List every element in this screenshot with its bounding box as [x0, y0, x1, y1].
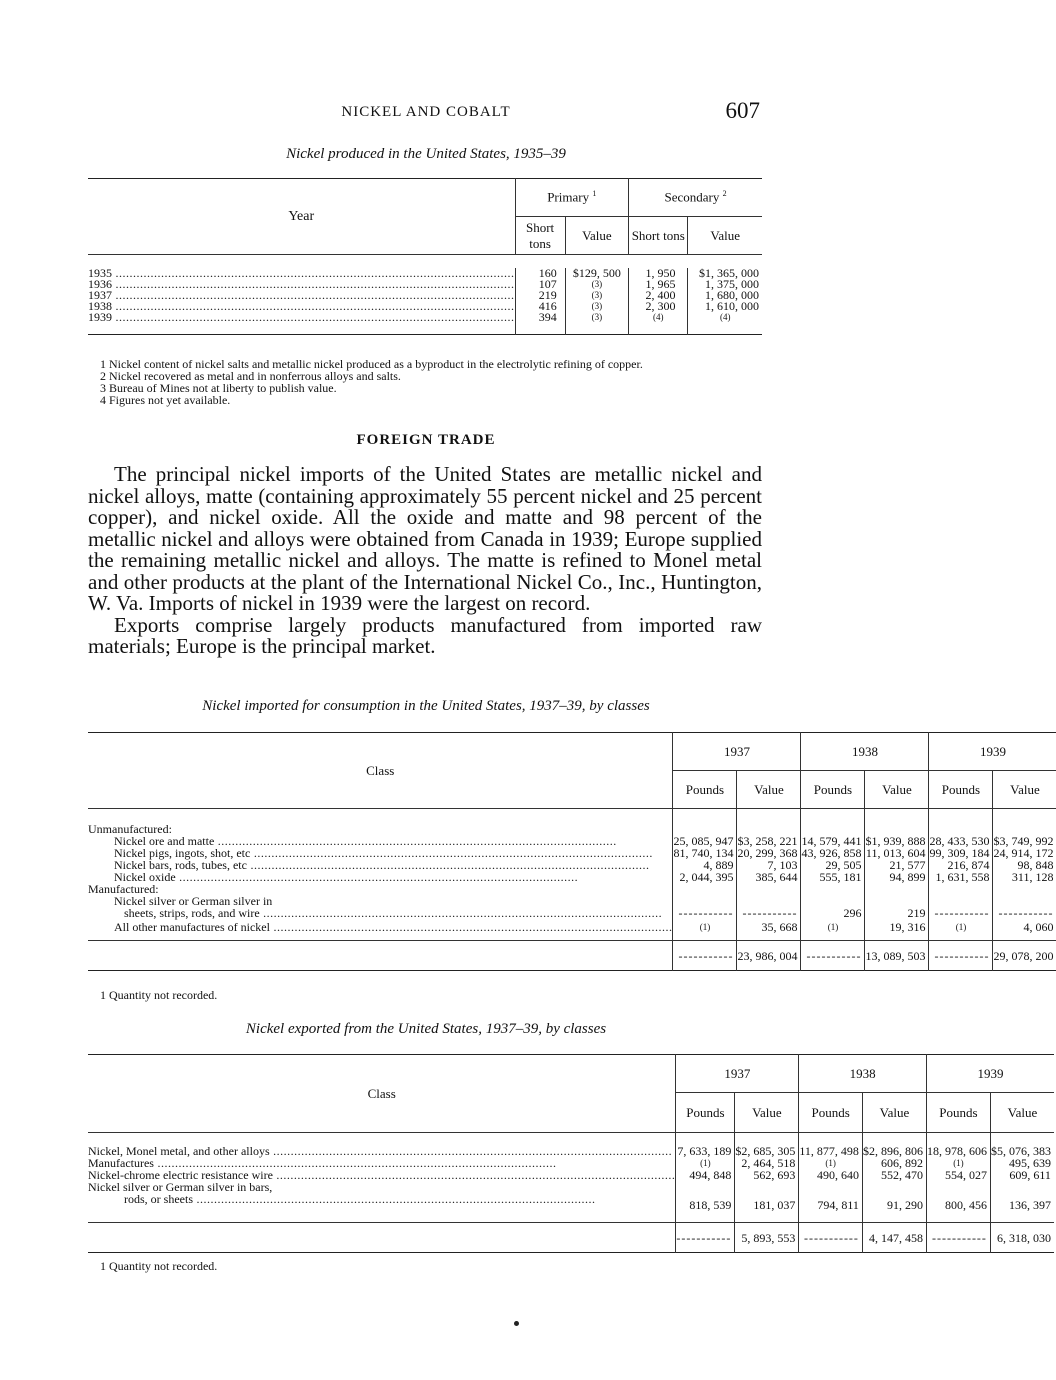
paragraph: The principal nickel imports of the United States are metallic nickel and nickel alloys, matte (containing approximately 55 percent nickel and 25 percent copper), and nickel oxide. All the oxide and matte and 98 percent of the metallic nickel and alloys were obtained from Canada in 1939; Europe supplied the remaining metallic nickel and alloys. The matte is refined to Monel metal and other products at the plant of the International Nickel Co., Inc., Huntington, W. Va. Imports of nickel in 1939 were the largest on record. — [88, 462, 762, 615]
nickel-exports-table — [88, 1054, 1054, 1253]
value-header: Value — [865, 771, 929, 809]
pounds-header: Pounds — [673, 771, 737, 809]
pounds-header: Pounds — [676, 1093, 735, 1133]
primary-header: Primary $^1$ — [515, 179, 629, 217]
table-row: Manufactures ..... (1) 2, 464, 518 (1) 606, 892 (1) 495, 639 — [88, 1157, 1054, 1169]
table1-caption: Nickel produced in the United States, 1935–39 — [286, 146, 566, 162]
primary-short-tons-header: Short tons — [515, 217, 565, 255]
pounds-header: Pounds — [929, 771, 993, 809]
group-row: Manufactured: — [88, 883, 1056, 895]
group-row: Unmanufactured: — [88, 823, 1056, 835]
table-row: Nickel silver or German silver in — [88, 895, 1056, 907]
footnote: 1 Quantity not recorded. — [100, 988, 218, 1002]
table3-footnotes — [88, 1260, 764, 1272]
footnote: 1 Quantity not recorded. — [100, 1259, 218, 1273]
paragraph: Exports comprise largely products manufactured from imported raw materials; Europe is the principal market. — [88, 612, 762, 658]
body-text — [88, 464, 762, 658]
year-1938-header: 1938 — [799, 1055, 927, 1093]
running-title: NICKEL AND COBALT — [341, 104, 511, 120]
table-row: rods, or sheets ..... 818, 539 181, 037 794, 811 91, 290 800, 456 136, 397 — [88, 1193, 1054, 1217]
table2-footnotes — [88, 989, 764, 1001]
year-1939-header: 1939 — [926, 1055, 1054, 1093]
value-header: Value — [993, 771, 1056, 809]
page-number: 607 — [725, 98, 760, 123]
footnote: 1 Nickel content of nickel salts and metallic nickel produced as a byproduct in the electrolytic refining of copper. — [100, 357, 643, 371]
col-class-header: Class — [88, 733, 673, 809]
secondary-header: Secondary $^2$ — [629, 179, 762, 217]
table3-caption: Nickel exported from the United States, 1937–39, by classes — [245, 1021, 607, 1037]
table-row: Nickel ore and matte ..... 25, 085, 947 $3, 258, 221 14, 579, 441 $1, 939, 888 28, 433, 530 $3, 749, 992 — [88, 835, 1056, 847]
section-heading: FOREIGN TRADE — [356, 432, 496, 448]
secondary-value-header: Value — [688, 217, 762, 255]
page-mark — [514, 1321, 519, 1326]
table-row: Nickel bars, rods, tubes, etc ..... 4, 889 7, 103 29, 505 21, 577 216, 874 98, 848 — [88, 859, 1056, 871]
nickel-imports-table — [88, 732, 1056, 971]
table2-caption: Nickel imported for consumption in the United States, 1937–39, by classes — [202, 698, 650, 714]
year-1938-header: 1938 — [801, 733, 929, 771]
table1-footnotes — [88, 358, 764, 406]
year-1937-header: 1937 — [676, 1055, 799, 1093]
page-header — [88, 98, 764, 128]
table-row: 1937 ..... 219 (3) 2, 400 1, 680, 000 — [88, 290, 762, 301]
nickel-production-table — [88, 178, 762, 335]
footnote: 3 Bureau of Mines not at liberty to publish value. — [100, 381, 337, 395]
pounds-header: Pounds — [799, 1093, 863, 1133]
table-row: Nickel pigs, ingots, shot, etc ..... 81, 740, 134 20, 299, 368 43, 926, 858 11, 013, 604 99, 309, 184 24, 914, 172 — [88, 847, 1056, 859]
table-row: Nickel silver or German silver in bars, — [88, 1181, 1054, 1193]
table-row: 1938 ..... 416 (3) 2, 300 1, 610, 000 — [88, 301, 762, 312]
secondary-short-tons-header: Short tons — [629, 217, 688, 255]
table-row: Nickel, Monel metal, and other alloys ..... 7, 633, 189 $2, 685, 305 11, 877, 498 $2, 896, 806 18, 978, 606 $5, 076, 383 — [88, 1145, 1054, 1157]
table-row: Nickel-chrome electric resistance wire ..... 494, 848 562, 693 490, 640 552, 470 554, 027 609, 611 — [88, 1169, 1054, 1181]
year-1937-header: 1937 — [673, 733, 801, 771]
footnote: 4 Figures not yet available. — [100, 393, 231, 407]
pounds-header: Pounds — [801, 771, 865, 809]
col-year-header: Year — [88, 179, 515, 255]
table-row: Nickel oxide ..... 2, 044, 395 385, 644 555, 181 94, 899 1, 631, 558 311, 128 — [88, 871, 1056, 883]
value-header: Value — [737, 771, 801, 809]
year-1939-header: 1939 — [929, 733, 1056, 771]
pounds-header: Pounds — [926, 1093, 990, 1133]
col-class-header: Class — [88, 1055, 676, 1133]
totals-row: ----------- 5, 893, 553 ----------- 4, 147, 458 ----------- 6, 318, 030 — [88, 1223, 1054, 1253]
table-row: 1935 ..... 160 $129, 500 1, 950 $1, 365, 000 — [88, 268, 762, 279]
footnote: 2 Nickel recovered as metal and in nonferrous alloys and salts. — [100, 369, 401, 383]
value-header: Value — [862, 1093, 926, 1133]
table-row: sheets, strips, rods, and wire ..... ----------- ----------- 296 219 ----------- ----------- — [88, 907, 1056, 919]
primary-value-header: Value — [565, 217, 628, 255]
value-header: Value — [990, 1093, 1054, 1133]
table-row: 1936 ..... 107 (3) 1, 965 1, 375, 000 — [88, 279, 762, 290]
totals-row: ----------- 23, 986, 004 ----------- 13, 089, 503 ----------- 29, 078, 200 — [88, 941, 1056, 971]
table-row: All other manufactures of nickel ..... (1) 35, 668 (1) 19, 316 (1) 4, 060 — [88, 919, 1056, 935]
value-header: Value — [735, 1093, 799, 1133]
table-row: 1939 ..... 394 (3) (4) (4) — [88, 312, 762, 323]
